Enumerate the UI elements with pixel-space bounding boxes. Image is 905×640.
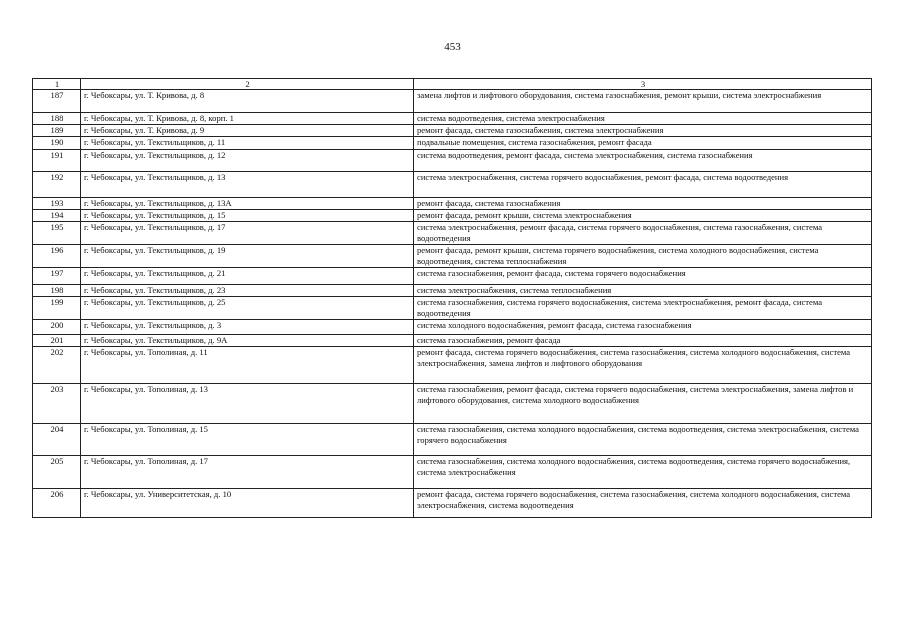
table-row bbox=[33, 335, 872, 347]
register-table bbox=[32, 78, 872, 518]
page-number: 453 bbox=[444, 41, 461, 53]
row-number: 206 bbox=[33, 489, 81, 518]
row-number: 205 bbox=[33, 456, 81, 489]
row-address: г. Чебоксары, ул. Тополиная, д. 17 bbox=[81, 456, 414, 489]
row-address: г. Чебоксары, ул. Текстильщиков, д. 13А bbox=[81, 198, 414, 210]
table-row bbox=[33, 456, 872, 489]
row-number: 194 bbox=[33, 210, 81, 222]
row-address: г. Чебоксары, ул. Текстильщиков, д. 15 bbox=[81, 210, 414, 222]
row-works: система газоснабжения, система холодного водоснабжения, система водоотведения, система горячего водоснабжения, система электроснабжения bbox=[414, 456, 872, 489]
row-address: г. Чебоксары, ул. Текстильщиков, д. 25 bbox=[81, 297, 414, 320]
row-works: ремонт фасада, система горячего водоснабжения, система газоснабжения, система холодного водоснабжения, система электроснабжения, замена лифтов и лифтового оборудования bbox=[414, 347, 872, 384]
row-number: 203 bbox=[33, 384, 81, 424]
table-row bbox=[33, 210, 872, 222]
table-row bbox=[33, 90, 872, 113]
table-row bbox=[33, 268, 872, 285]
table-row bbox=[33, 297, 872, 320]
row-works: система газоснабжения, ремонт фасада, система горячего водоснабжения, система электроснабжения, замена лифтов и лифтового оборудования, система холодного водоснабжения bbox=[414, 384, 872, 424]
table-row bbox=[33, 347, 872, 384]
table-row bbox=[33, 222, 872, 245]
table-row bbox=[33, 150, 872, 172]
column-number-2: 2 bbox=[81, 79, 414, 90]
row-number: 196 bbox=[33, 245, 81, 268]
table-row bbox=[33, 113, 872, 125]
row-number: 189 bbox=[33, 125, 81, 137]
row-address: г. Чебоксары, ул. Т. Кривова, д. 8 bbox=[81, 90, 414, 113]
row-works: система газоснабжения, ремонт фасада bbox=[414, 335, 872, 347]
table-row bbox=[33, 245, 872, 268]
row-number: 202 bbox=[33, 347, 81, 384]
row-works: ремонт фасада, ремонт крыши, система горячего водоснабжения, система холодного водоснабжения, система водоотведения, система теплоснабжения bbox=[414, 245, 872, 268]
row-number: 199 bbox=[33, 297, 81, 320]
row-works: система газоснабжения, система холодного водоснабжения, система водоотведения, система электроснабжения, система горячего водоснабжения bbox=[414, 424, 872, 456]
row-works: система электроснабжения, система горячего водоснабжения, ремонт фасада, система водоотведения bbox=[414, 172, 872, 198]
row-works: замена лифтов и лифтового оборудования, система газоснабжения, ремонт крыши, система электроснабжения bbox=[414, 90, 872, 113]
register-table-body bbox=[33, 79, 872, 518]
column-number-3: 3 bbox=[414, 79, 872, 90]
row-works: ремонт фасада, система газоснабжения, система электроснабжения bbox=[414, 125, 872, 137]
row-number: 188 bbox=[33, 113, 81, 125]
row-works: подвальные помещения, система газоснабжения, ремонт фасада bbox=[414, 137, 872, 150]
row-number: 198 bbox=[33, 285, 81, 297]
row-address: г. Чебоксары, ул. Т. Кривова, д. 9 bbox=[81, 125, 414, 137]
row-address: г. Чебоксары, ул. Текстильщиков, д. 9А bbox=[81, 335, 414, 347]
table-row bbox=[33, 172, 872, 198]
row-address: г. Чебоксары, ул. Тополиная, д. 13 bbox=[81, 384, 414, 424]
table-row bbox=[33, 125, 872, 137]
row-address: г. Чебоксары, ул. Текстильщиков, д. 23 bbox=[81, 285, 414, 297]
row-address: г. Чебоксары, ул. Текстильщиков, д. 21 bbox=[81, 268, 414, 285]
row-works: система водоотведения, ремонт фасада, система электроснабжения, система газоснабжения bbox=[414, 150, 872, 172]
table-row bbox=[33, 137, 872, 150]
row-works: система холодного водоснабжения, ремонт фасада, система газоснабжения bbox=[414, 320, 872, 335]
row-works: ремонт фасада, ремонт крыши, система электроснабжения bbox=[414, 210, 872, 222]
row-number: 193 bbox=[33, 198, 81, 210]
row-number: 190 bbox=[33, 137, 81, 150]
table-row bbox=[33, 285, 872, 297]
row-address: г. Чебоксары, ул. Тополиная, д. 15 bbox=[81, 424, 414, 456]
row-works: система водоотведения, система электроснабжения bbox=[414, 113, 872, 125]
row-works: ремонт фасада, система горячего водоснабжения, система газоснабжения, система холодного водоснабжения, система электроснабжения, система водоотведения bbox=[414, 489, 872, 518]
table-row bbox=[33, 198, 872, 210]
table-row bbox=[33, 489, 872, 518]
row-works: ремонт фасада, система газоснабжения bbox=[414, 198, 872, 210]
row-works: система электроснабжения, ремонт фасада, система горячего водоснабжения, система газоснабжения, система водоотведения bbox=[414, 222, 872, 245]
row-number: 197 bbox=[33, 268, 81, 285]
row-works: система электроснабжения, система теплоснабжения bbox=[414, 285, 872, 297]
row-address: г. Чебоксары, ул. Текстильщиков, д. 17 bbox=[81, 222, 414, 245]
table-row bbox=[33, 384, 872, 424]
row-address: г. Чебоксары, ул. Текстильщиков, д. 13 bbox=[81, 172, 414, 198]
row-address: г. Чебоксары, ул. Текстильщиков, д. 19 bbox=[81, 245, 414, 268]
column-number-row bbox=[33, 79, 872, 90]
row-works: система газоснабжения, ремонт фасада, система горячего водоснабжения bbox=[414, 268, 872, 285]
row-address: г. Чебоксары, ул. Текстильщиков, д. 11 bbox=[81, 137, 414, 150]
table-row bbox=[33, 320, 872, 335]
row-address: г. Чебоксары, ул. Текстильщиков, д. 3 bbox=[81, 320, 414, 335]
row-works: система газоснабжения, система горячего водоснабжения, система электроснабжения, ремонт фасада, система водоотведения bbox=[414, 297, 872, 320]
row-address: г. Чебоксары, ул. Т. Кривова, д. 8, корп. 1 bbox=[81, 113, 414, 125]
row-number: 191 bbox=[33, 150, 81, 172]
row-number: 200 bbox=[33, 320, 81, 335]
row-number: 187 bbox=[33, 90, 81, 113]
row-number: 201 bbox=[33, 335, 81, 347]
row-number: 204 bbox=[33, 424, 81, 456]
table-row bbox=[33, 424, 872, 456]
column-number-1: 1 bbox=[33, 79, 81, 90]
row-number: 195 bbox=[33, 222, 81, 245]
row-number: 192 bbox=[33, 172, 81, 198]
row-address: г. Чебоксары, ул. Университетская, д. 10 bbox=[81, 489, 414, 518]
row-address: г. Чебоксары, ул. Тополиная, д. 11 bbox=[81, 347, 414, 384]
row-address: г. Чебоксары, ул. Текстильщиков, д. 12 bbox=[81, 150, 414, 172]
